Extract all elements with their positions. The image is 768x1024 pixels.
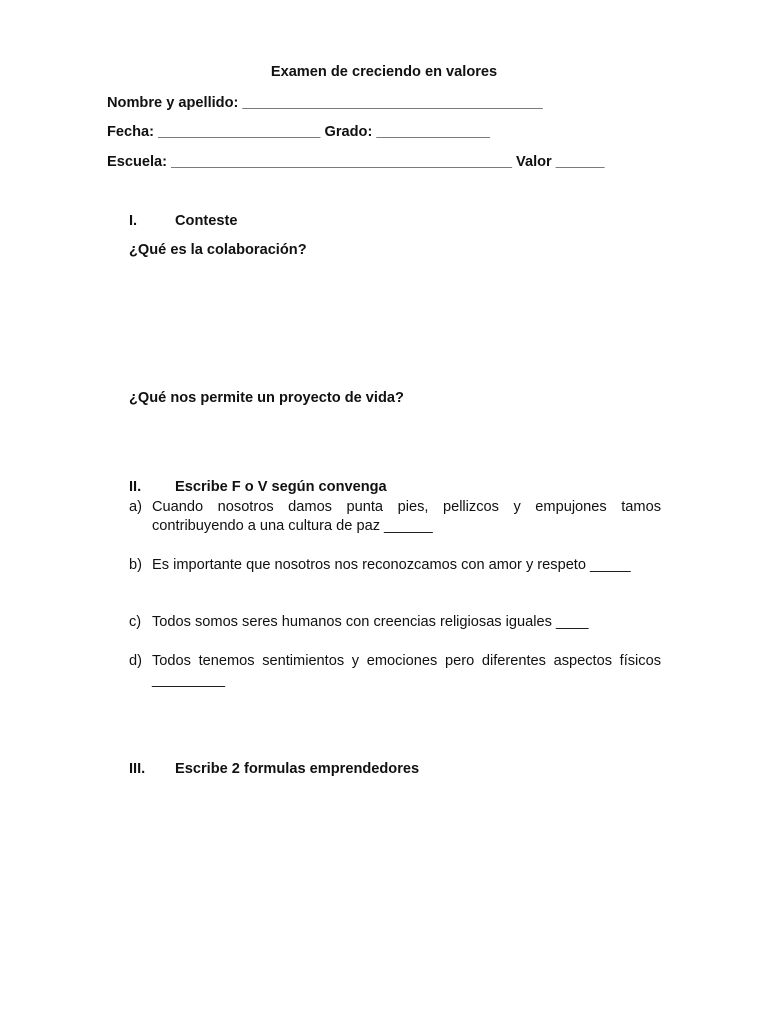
question-2: ¿Qué nos permite un proyecto de vida?	[129, 390, 404, 406]
section-1-title: Conteste	[175, 213, 238, 229]
item-d-text: Todos tenemos sentimientos y emociones pero diferentes aspectos físicos _________	[152, 653, 661, 688]
name-field-line: Nombre y apellido: _____________________________________	[107, 95, 543, 111]
section-2-title: Escribe F o V según convenga	[175, 479, 387, 495]
item-a-letter: a)	[129, 499, 142, 515]
section-2-number: II.	[129, 479, 142, 495]
item-d-letter: d)	[129, 653, 142, 669]
item-c-text: Todos somos seres humanos con creencias religiosas iguales ____	[152, 614, 589, 630]
item-b-text: Es importante que nosotros nos reconozcamos con amor y respeto _____	[152, 557, 631, 573]
section-1-number: I.	[129, 213, 138, 229]
question-1: ¿Qué es la colaboración?	[129, 242, 307, 258]
school-value-field-line: Escuela: __________________________________________ Valor ______	[107, 154, 605, 170]
date-grade-field-line: Fecha: ____________________ Grado: ______________	[107, 124, 490, 140]
item-a-text: Cuando nosotros damos punta pies, pellizcos y empujones tamos contribuyendo a una cultura de paz ______	[152, 499, 661, 534]
section-3-number: III.	[129, 761, 146, 777]
exam-title: Examen de creciendo en valores	[270, 64, 498, 80]
section-3-title: Escribe 2 formulas emprendedores	[175, 761, 420, 777]
item-c-letter: c)	[129, 614, 142, 630]
item-b-letter: b)	[129, 557, 142, 573]
